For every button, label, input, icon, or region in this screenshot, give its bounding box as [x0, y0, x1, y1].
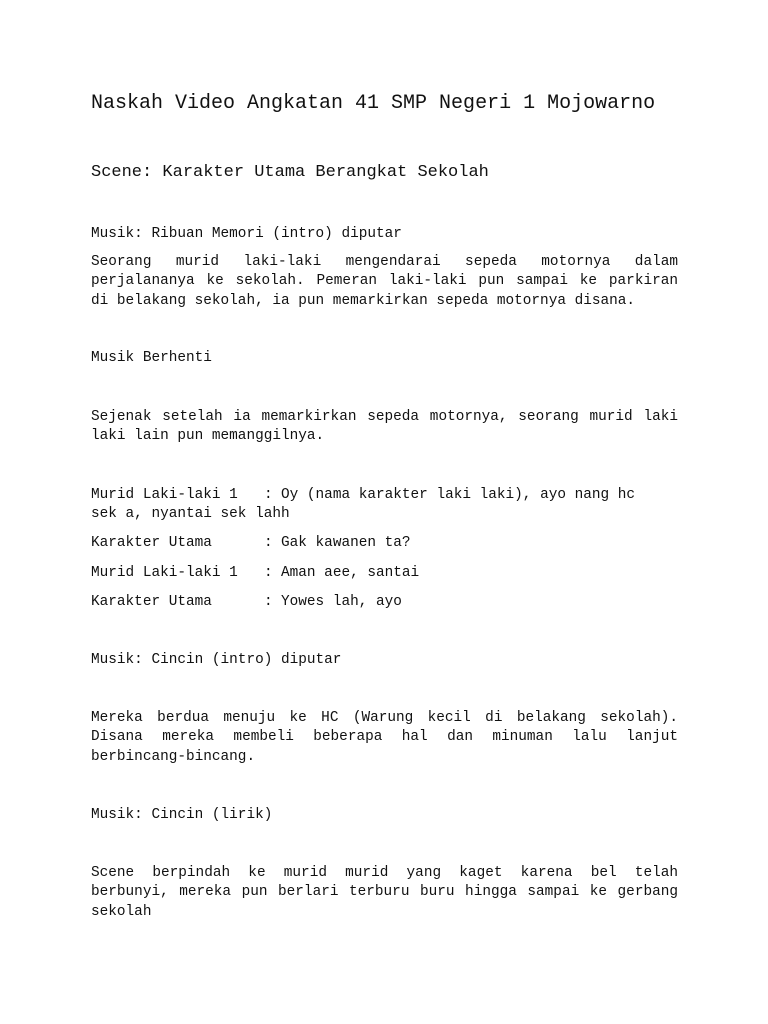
dialogue-colon: :	[264, 594, 273, 610]
dialogue-speech: Aman aee, santai	[281, 565, 420, 581]
dialogue-speaker: Karakter Utama	[91, 535, 212, 551]
dialogue-speech: Yowes lah, ayo	[281, 594, 402, 610]
music-cue-cincin-intro: Musik: Cincin (intro) diputar	[91, 652, 342, 668]
dialogue-line-2	[91, 534, 678, 553]
dialogue-colon: :	[264, 535, 273, 551]
music-cue-cincin-lyrics: Musik: Cincin (lirik)	[91, 807, 273, 823]
dialogue-speech-continued: sek a, nyantai sek lahh	[91, 506, 290, 523]
paragraph-called: Sejenak setelah ia memarkirkan sepeda motornya, seorang murid laki laki lain pun memanggilnya.	[91, 409, 678, 445]
scene-heading: Scene: Karakter Utama Berangkat Sekolah	[91, 163, 489, 182]
dialogue-speech: Oy (nama karakter laki laki), ayo nang hc	[281, 487, 636, 503]
music-cue-intro: Musik: Ribuan Memori (intro) diputar	[91, 226, 402, 242]
dialogue-line-4	[91, 593, 678, 612]
dialogue-line-1	[91, 486, 678, 525]
dialogue-line-3	[91, 564, 678, 583]
dialogue-speaker: Murid Laki-laki 1	[91, 487, 238, 503]
document-title: Naskah Video Angkatan 41 SMP Negeri 1 Mojowarno	[91, 92, 656, 115]
music-stop-cue: Musik Berhenti	[91, 350, 212, 366]
dialogue-colon: :	[264, 565, 273, 581]
paragraph-arrival: Seorang murid laki-laki mengendarai sepeda motornya dalam perjalananya ke sekolah. Pemeran laki-laki pun sampai ke parkiran di belakang sekolah, ia pun memarkirkan sepeda motornya disana.	[91, 254, 678, 309]
dialogue-speech: Gak kawanen ta?	[281, 535, 411, 551]
dialogue-speaker: Murid Laki-laki 1	[91, 565, 238, 581]
dialogue-speaker: Karakter Utama	[91, 594, 212, 610]
dialogue-colon: :	[264, 487, 273, 503]
paragraph-bell: Scene berpindah ke murid murid yang kaget karena bel telah berbunyi, mereka pun berlari terburu buru hingga sampai ke gerbang sekolah	[91, 865, 678, 920]
paragraph-warung: Mereka berdua menuju ke HC (Warung kecil di belakang sekolah). Disana mereka membeli beberapa hal dan minuman lalu lanjut berbincang-bincang.	[91, 710, 678, 765]
